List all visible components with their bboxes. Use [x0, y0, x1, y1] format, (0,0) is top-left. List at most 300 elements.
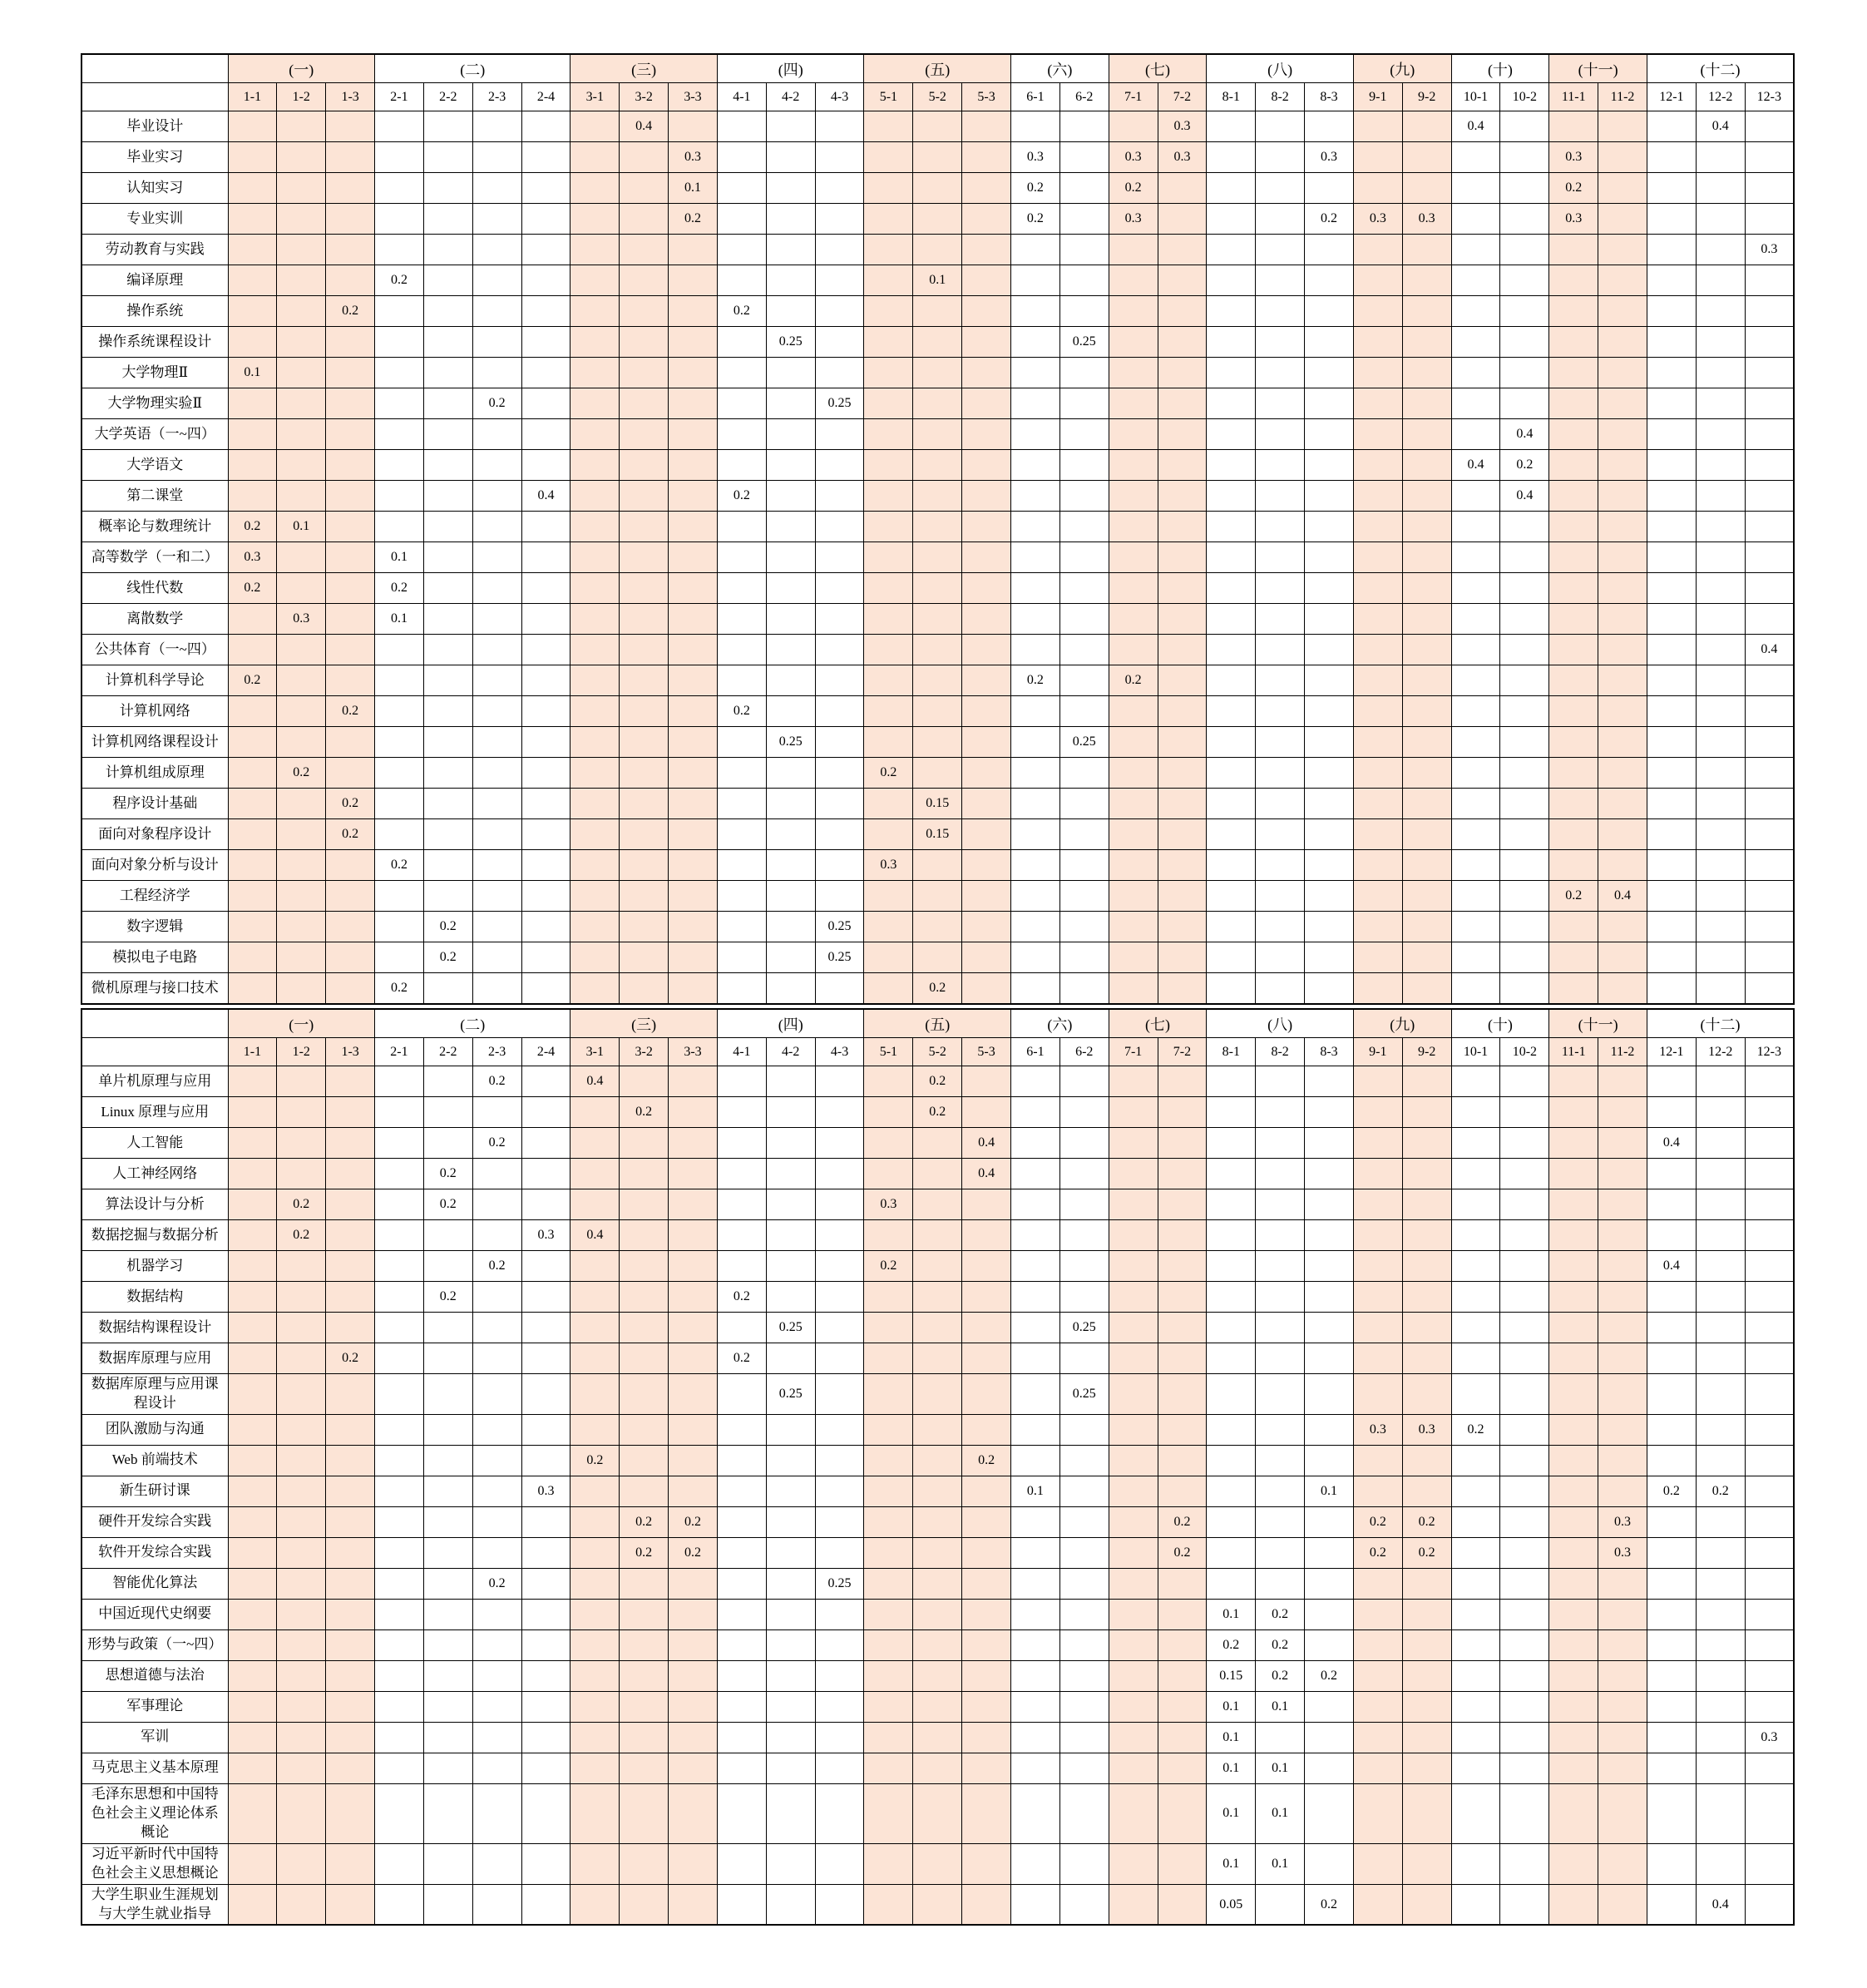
value-cell-3-1	[570, 1884, 620, 1925]
course-name-cell: 数字逻辑	[81, 912, 228, 942]
value-cell-1-1	[228, 1722, 277, 1753]
value-cell-1-1	[228, 1097, 277, 1128]
value-cell-8-1	[1207, 758, 1256, 789]
value-cell-5-2	[913, 388, 962, 419]
value-cell-12-3	[1745, 265, 1794, 296]
value-cell-12-1	[1647, 789, 1696, 819]
value-cell-5-1	[864, 1629, 913, 1660]
value-cell-3-2	[620, 1783, 669, 1843]
group-header-cell: (十二)	[1647, 54, 1794, 83]
value-cell-6-2	[1059, 1506, 1109, 1537]
value-cell-2-2	[423, 542, 472, 573]
course-name-cell: 单片机原理与应用	[81, 1066, 228, 1097]
value-cell-12-2	[1696, 1159, 1745, 1189]
value-cell-3-3	[669, 1343, 718, 1374]
value-cell-11-2	[1598, 1568, 1647, 1599]
value-cell-11-2	[1598, 1313, 1647, 1343]
value-cell-2-1: 0.1	[375, 542, 424, 573]
course-name-cell: 新生研讨课	[81, 1476, 228, 1506]
value-cell-7-2	[1158, 1568, 1207, 1599]
value-cell-9-2	[1402, 1374, 1451, 1415]
value-cell-11-2	[1598, 1445, 1647, 1476]
value-cell-12-1	[1647, 850, 1696, 881]
value-cell-5-2	[913, 850, 962, 881]
value-cell-1-2	[277, 727, 326, 758]
value-cell-7-1	[1109, 388, 1158, 419]
value-cell-11-1	[1549, 327, 1598, 358]
value-cell-6-1	[1011, 1843, 1060, 1884]
value-cell-3-1	[570, 1374, 620, 1415]
table-row	[81, 1313, 1794, 1343]
value-cell-4-3	[815, 727, 864, 758]
value-cell-10-2	[1500, 111, 1549, 142]
value-cell-12-2	[1696, 142, 1745, 173]
value-cell-10-2	[1500, 1313, 1549, 1343]
value-cell-1-1	[228, 1629, 277, 1660]
value-cell-3-2	[620, 1220, 669, 1251]
value-cell-10-2	[1500, 1783, 1549, 1843]
value-cell-12-1	[1647, 1629, 1696, 1660]
value-cell-2-4	[521, 358, 570, 388]
value-cell-5-3	[962, 358, 1011, 388]
value-cell-11-2	[1598, 758, 1647, 789]
value-cell-9-1	[1353, 1066, 1402, 1097]
value-cell-4-3	[815, 1374, 864, 1415]
value-cell-5-2	[913, 542, 962, 573]
value-cell-2-3	[472, 419, 521, 450]
course-name-cell: 劳动教育与实践	[81, 235, 228, 265]
value-cell-3-1	[570, 973, 620, 1005]
value-cell-11-1	[1549, 696, 1598, 727]
value-cell-11-2	[1598, 1066, 1647, 1097]
value-cell-8-2: 0.2	[1256, 1660, 1305, 1691]
value-cell-1-3	[326, 727, 375, 758]
value-cell-4-2	[766, 1537, 815, 1568]
value-cell-2-2	[423, 973, 472, 1005]
value-cell-7-1	[1109, 542, 1158, 573]
value-cell-3-2	[620, 1343, 669, 1374]
value-cell-12-2	[1696, 1374, 1745, 1415]
value-cell-9-1	[1353, 1629, 1402, 1660]
value-cell-8-2: 0.2	[1256, 1629, 1305, 1660]
value-cell-3-2	[620, 912, 669, 942]
value-cell-1-2	[277, 1884, 326, 1925]
value-cell-2-1	[375, 1159, 424, 1189]
value-cell-2-3	[472, 727, 521, 758]
value-cell-3-1	[570, 819, 620, 850]
value-cell-11-2	[1598, 665, 1647, 696]
course-name-cell: 数据挖掘与数据分析	[81, 1220, 228, 1251]
value-cell-10-1	[1451, 912, 1500, 942]
value-cell-12-1	[1647, 912, 1696, 942]
value-cell-12-2	[1696, 912, 1745, 942]
value-cell-9-2	[1402, 1159, 1451, 1189]
value-cell-7-1	[1109, 1691, 1158, 1722]
value-cell-10-2	[1500, 819, 1549, 850]
table-row	[81, 1251, 1794, 1282]
value-cell-10-2	[1500, 1251, 1549, 1282]
value-cell-5-2	[913, 1476, 962, 1506]
value-cell-9-1	[1353, 850, 1402, 881]
value-cell-11-1	[1549, 419, 1598, 450]
value-cell-5-2	[913, 1374, 962, 1415]
value-cell-9-1: 0.3	[1353, 204, 1402, 235]
subheader-cell-10-1: 10-1	[1451, 1038, 1500, 1066]
value-cell-5-1	[864, 573, 913, 604]
value-cell-10-2	[1500, 142, 1549, 173]
course-name-cell: 操作系统课程设计	[81, 327, 228, 358]
value-cell-1-3	[326, 1374, 375, 1415]
value-cell-9-1	[1353, 1568, 1402, 1599]
value-cell-4-3	[815, 265, 864, 296]
value-cell-11-2	[1598, 481, 1647, 512]
value-cell-9-2	[1402, 450, 1451, 481]
value-cell-3-3	[669, 727, 718, 758]
value-cell-12-1: 0.4	[1647, 1128, 1696, 1159]
value-cell-4-2	[766, 358, 815, 388]
table-row	[81, 1476, 1794, 1506]
value-cell-4-2	[766, 419, 815, 450]
value-cell-1-3	[326, 635, 375, 665]
value-cell-12-2	[1696, 1722, 1745, 1753]
value-cell-10-1	[1451, 358, 1500, 388]
value-cell-2-4	[521, 942, 570, 973]
value-cell-1-2	[277, 1691, 326, 1722]
value-cell-8-1	[1207, 142, 1256, 173]
value-cell-11-2	[1598, 696, 1647, 727]
value-cell-7-1	[1109, 1753, 1158, 1783]
value-cell-3-1: 0.4	[570, 1220, 620, 1251]
value-cell-8-3	[1305, 481, 1354, 512]
value-cell-9-2	[1402, 1251, 1451, 1282]
value-cell-4-1	[717, 1476, 766, 1506]
value-cell-12-3	[1745, 1568, 1794, 1599]
value-cell-1-2	[277, 1599, 326, 1629]
value-cell-12-1	[1647, 1506, 1696, 1537]
value-cell-3-3	[669, 1374, 718, 1415]
value-cell-12-1	[1647, 419, 1696, 450]
value-cell-12-1	[1647, 1282, 1696, 1313]
value-cell-8-1	[1207, 573, 1256, 604]
value-cell-12-3	[1745, 573, 1794, 604]
value-cell-11-2	[1598, 1599, 1647, 1629]
value-cell-9-2	[1402, 1599, 1451, 1629]
value-cell-3-3	[669, 1629, 718, 1660]
value-cell-6-2	[1059, 481, 1109, 512]
value-cell-8-1: 0.1	[1207, 1783, 1256, 1843]
value-cell-7-2	[1158, 204, 1207, 235]
value-cell-11-1	[1549, 1251, 1598, 1282]
value-cell-7-1	[1109, 1599, 1158, 1629]
value-cell-11-1	[1549, 542, 1598, 573]
value-cell-7-1	[1109, 1414, 1158, 1445]
value-cell-12-3	[1745, 1660, 1794, 1691]
value-cell-6-1	[1011, 635, 1060, 665]
table-row	[81, 635, 1794, 665]
value-cell-8-2	[1256, 296, 1305, 327]
value-cell-2-2	[423, 1599, 472, 1629]
value-cell-1-3	[326, 327, 375, 358]
value-cell-12-1	[1647, 635, 1696, 665]
value-cell-2-4	[521, 1189, 570, 1220]
value-cell-1-2	[277, 173, 326, 204]
value-cell-11-1	[1549, 1537, 1598, 1568]
subheader-cell-3-2: 3-2	[620, 83, 669, 111]
value-cell-8-2	[1256, 1282, 1305, 1313]
value-cell-2-2	[423, 1445, 472, 1476]
value-cell-11-1	[1549, 1629, 1598, 1660]
value-cell-3-2	[620, 665, 669, 696]
value-cell-5-2	[913, 204, 962, 235]
value-cell-12-2	[1696, 512, 1745, 542]
course-name-cell: 面向对象程序设计	[81, 819, 228, 850]
value-cell-3-1	[570, 296, 620, 327]
value-cell-1-1	[228, 696, 277, 727]
subheader-cell-8-3: 8-3	[1305, 83, 1354, 111]
value-cell-11-1	[1549, 1313, 1598, 1343]
value-cell-9-1	[1353, 758, 1402, 789]
group-header-cell: (十)	[1451, 1009, 1549, 1038]
value-cell-5-3	[962, 789, 1011, 819]
subheader-cell-2-2: 2-2	[423, 1038, 472, 1066]
value-cell-3-2	[620, 1414, 669, 1445]
course-name-cell: 面向对象分析与设计	[81, 850, 228, 881]
value-cell-5-3	[962, 942, 1011, 973]
value-cell-3-2	[620, 1629, 669, 1660]
subheader-cell-7-1: 7-1	[1109, 1038, 1158, 1066]
value-cell-3-2	[620, 327, 669, 358]
course-name-cell: 大学生职业生涯规划与大学生就业指导	[81, 1884, 228, 1925]
value-cell-8-3	[1305, 512, 1354, 542]
value-cell-8-1	[1207, 973, 1256, 1005]
value-cell-4-1	[717, 604, 766, 635]
value-cell-12-3	[1745, 1097, 1794, 1128]
value-cell-4-3	[815, 789, 864, 819]
value-cell-2-2: 0.2	[423, 1189, 472, 1220]
value-cell-2-2	[423, 1843, 472, 1884]
value-cell-3-2	[620, 635, 669, 665]
value-cell-2-3	[472, 696, 521, 727]
value-cell-12-3	[1745, 481, 1794, 512]
value-cell-5-2	[913, 1220, 962, 1251]
value-cell-3-3	[669, 1128, 718, 1159]
table-row	[81, 358, 1794, 388]
value-cell-12-2	[1696, 973, 1745, 1005]
course-name-cell: 机器学习	[81, 1251, 228, 1282]
value-cell-4-2	[766, 235, 815, 265]
value-cell-5-3	[962, 235, 1011, 265]
value-cell-5-3	[962, 1691, 1011, 1722]
value-cell-5-1	[864, 727, 913, 758]
value-cell-11-2	[1598, 450, 1647, 481]
value-cell-4-1	[717, 1568, 766, 1599]
value-cell-5-2	[913, 1691, 962, 1722]
value-cell-8-1	[1207, 1220, 1256, 1251]
value-cell-4-1: 0.2	[717, 296, 766, 327]
value-cell-5-3	[962, 388, 1011, 419]
value-cell-12-1	[1647, 973, 1696, 1005]
value-cell-12-2	[1696, 450, 1745, 481]
value-cell-8-1: 0.1	[1207, 1722, 1256, 1753]
value-cell-5-1: 0.3	[864, 1189, 913, 1220]
value-cell-1-3	[326, 235, 375, 265]
value-cell-7-2	[1158, 696, 1207, 727]
value-cell-5-3	[962, 1282, 1011, 1313]
value-cell-10-1: 0.2	[1451, 1414, 1500, 1445]
value-cell-9-2	[1402, 604, 1451, 635]
value-cell-6-1	[1011, 1445, 1060, 1476]
value-cell-12-1	[1647, 1313, 1696, 1343]
value-cell-7-1	[1109, 1159, 1158, 1189]
value-cell-2-4	[521, 1445, 570, 1476]
value-cell-12-1	[1647, 1843, 1696, 1884]
value-cell-6-1	[1011, 758, 1060, 789]
value-cell-2-3	[472, 1159, 521, 1189]
value-cell-3-3	[669, 111, 718, 142]
value-cell-10-2: 0.4	[1500, 481, 1549, 512]
subheader-cell-11-1: 11-1	[1549, 83, 1598, 111]
value-cell-10-2	[1500, 1159, 1549, 1189]
value-cell-4-1	[717, 1843, 766, 1884]
value-cell-4-1	[717, 1445, 766, 1476]
value-cell-5-3	[962, 1220, 1011, 1251]
value-cell-8-2	[1256, 973, 1305, 1005]
value-cell-2-2: 0.2	[423, 912, 472, 942]
value-cell-7-1	[1109, 1189, 1158, 1220]
table-row	[81, 1568, 1794, 1599]
value-cell-2-2	[423, 142, 472, 173]
value-cell-1-2	[277, 1537, 326, 1568]
value-cell-10-1	[1451, 665, 1500, 696]
value-cell-2-1	[375, 912, 424, 942]
value-cell-12-2	[1696, 1445, 1745, 1476]
value-cell-9-2	[1402, 542, 1451, 573]
value-cell-12-2	[1696, 1251, 1745, 1282]
value-cell-12-2	[1696, 1282, 1745, 1313]
value-cell-11-1	[1549, 1753, 1598, 1783]
value-cell-12-3	[1745, 327, 1794, 358]
value-cell-11-2	[1598, 388, 1647, 419]
value-cell-11-1	[1549, 481, 1598, 512]
value-cell-1-1	[228, 1884, 277, 1925]
value-cell-12-1	[1647, 481, 1696, 512]
value-cell-9-1	[1353, 604, 1402, 635]
value-cell-12-1	[1647, 1189, 1696, 1220]
value-cell-4-3	[815, 665, 864, 696]
value-cell-4-3	[815, 850, 864, 881]
course-name-cell: 数据库原理与应用课程设计	[81, 1374, 228, 1415]
value-cell-5-1	[864, 1128, 913, 1159]
value-cell-1-2	[277, 573, 326, 604]
value-cell-3-2	[620, 1660, 669, 1691]
value-cell-11-2	[1598, 1189, 1647, 1220]
value-cell-4-1	[717, 1159, 766, 1189]
subheader-cell-2-4: 2-4	[521, 1038, 570, 1066]
table-row	[81, 942, 1794, 973]
value-cell-3-1	[570, 881, 620, 912]
value-cell-11-1	[1549, 450, 1598, 481]
value-cell-3-1	[570, 1189, 620, 1220]
value-cell-5-3	[962, 1722, 1011, 1753]
value-cell-4-1	[717, 1660, 766, 1691]
value-cell-8-3	[1305, 1691, 1354, 1722]
value-cell-8-2	[1256, 942, 1305, 973]
subheader-cell-2-1: 2-1	[375, 83, 424, 111]
value-cell-1-1	[228, 1128, 277, 1159]
course-name-cell: 团队激励与沟通	[81, 1414, 228, 1445]
value-cell-8-2: 0.1	[1256, 1753, 1305, 1783]
value-cell-9-2: 0.3	[1402, 1414, 1451, 1445]
value-cell-12-1	[1647, 1599, 1696, 1629]
value-cell-5-2: 0.2	[913, 973, 962, 1005]
value-cell-9-2	[1402, 727, 1451, 758]
value-cell-1-3	[326, 850, 375, 881]
value-cell-10-1	[1451, 1884, 1500, 1925]
value-cell-8-3	[1305, 358, 1354, 388]
value-cell-1-3	[326, 111, 375, 142]
table-row	[81, 1629, 1794, 1660]
value-cell-12-3	[1745, 789, 1794, 819]
value-cell-4-1: 0.2	[717, 481, 766, 512]
value-cell-5-1	[864, 973, 913, 1005]
value-cell-2-4	[521, 1506, 570, 1537]
subheader-cell-6-2: 6-2	[1059, 1038, 1109, 1066]
value-cell-6-1	[1011, 1660, 1060, 1691]
course-name-cell: 算法设计与分析	[81, 1189, 228, 1220]
value-cell-8-2	[1256, 850, 1305, 881]
value-cell-9-1	[1353, 942, 1402, 973]
value-cell-2-3	[472, 173, 521, 204]
value-cell-7-1	[1109, 1282, 1158, 1313]
value-cell-8-3	[1305, 450, 1354, 481]
value-cell-8-3	[1305, 1343, 1354, 1374]
value-cell-1-2	[277, 1660, 326, 1691]
subheader-cell-8-1: 8-1	[1207, 83, 1256, 111]
value-cell-3-1	[570, 1568, 620, 1599]
value-cell-1-2	[277, 235, 326, 265]
value-cell-2-2	[423, 265, 472, 296]
value-cell-8-2	[1256, 912, 1305, 942]
value-cell-2-3	[472, 604, 521, 635]
value-cell-11-2	[1598, 1476, 1647, 1506]
value-cell-12-2	[1696, 1506, 1745, 1537]
course-name-cell: 大学物理实验Ⅱ	[81, 388, 228, 419]
value-cell-2-4	[521, 542, 570, 573]
subheader-cell-1-1: 1-1	[228, 1038, 277, 1066]
value-cell-6-1	[1011, 1629, 1060, 1660]
value-cell-5-2	[913, 696, 962, 727]
value-cell-6-1	[1011, 1220, 1060, 1251]
value-cell-10-1	[1451, 604, 1500, 635]
value-cell-3-3	[669, 1843, 718, 1884]
value-cell-6-2	[1059, 1251, 1109, 1282]
value-cell-9-2	[1402, 296, 1451, 327]
value-cell-4-2	[766, 1476, 815, 1506]
value-cell-1-2	[277, 1414, 326, 1445]
value-cell-2-2	[423, 850, 472, 881]
value-cell-12-2	[1696, 542, 1745, 573]
course-outcome-matrix-2	[81, 1008, 1795, 1926]
value-cell-4-1	[717, 1414, 766, 1445]
value-cell-2-1	[375, 1251, 424, 1282]
value-cell-3-3	[669, 573, 718, 604]
course-name-cell: 习近平新时代中国特色社会主义思想概论	[81, 1843, 228, 1884]
value-cell-8-2	[1256, 1445, 1305, 1476]
subheader-cell-2-2: 2-2	[423, 83, 472, 111]
value-cell-5-2	[913, 173, 962, 204]
value-cell-9-1	[1353, 1313, 1402, 1343]
value-cell-3-2	[620, 881, 669, 912]
